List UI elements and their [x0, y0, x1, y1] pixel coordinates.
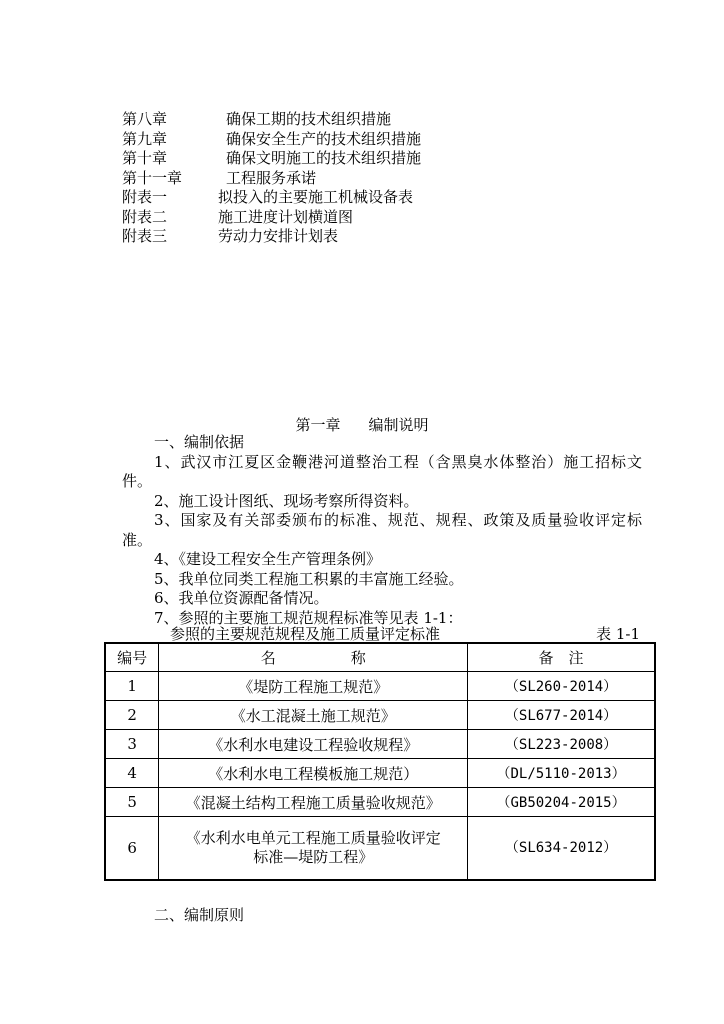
cell-no: 3 [105, 730, 159, 759]
basis-item: 1、武汉市江夏区金鞭港河道整治工程（含黑臭水体整治）施工招标文件。 [122, 452, 642, 490]
toc-title: 劳动力安排计划表 [218, 227, 339, 245]
toc-title: 工程服务承诺 [226, 168, 317, 187]
toc-title: 拟投入的主要施工机械设备表 [218, 188, 414, 206]
section-heading-principles: 二、编制原则 [154, 906, 245, 924]
chapter-number: 第一章 [295, 416, 341, 434]
chapter-name: 编制说明 [368, 416, 429, 434]
cell-no: 2 [105, 701, 159, 730]
toc-label: 第十一章 [122, 168, 183, 187]
basis-item: 7、参照的主要施工规范规程标准等见表 1-1： [154, 608, 463, 627]
header-name: 名 称 [159, 643, 468, 672]
toc-label: 第九章 [122, 129, 168, 148]
toc-item [122, 227, 339, 247]
cell-name: 《水利水电建设工程验收规程》 [159, 730, 468, 759]
table-row [105, 672, 655, 701]
cell-remark: （SL223-2008） [468, 730, 655, 759]
cell-remark: （SL260-2014） [468, 672, 655, 701]
toc-item [122, 110, 392, 130]
toc-label: 附表一 [122, 188, 168, 206]
table-row [105, 817, 655, 881]
toc-label: 附表三 [122, 227, 168, 245]
cell-name: 《水工混凝土施工规范》 [159, 701, 468, 730]
cell-remark: （SL677-2014） [468, 701, 655, 730]
toc-title: 确保文明施工的技术组织措施 [226, 149, 422, 167]
standards-table [104, 642, 656, 881]
basis-item: 6、我单位资源配备情况。 [154, 589, 329, 607]
cell-no: 1 [105, 672, 159, 701]
toc-item [122, 168, 317, 189]
toc-label: 第十章 [122, 149, 168, 167]
toc-item [122, 149, 422, 169]
toc-list [122, 110, 422, 247]
cell-name: 《水利水电工程模板施工规范） [159, 759, 468, 788]
toc-title: 确保工期的技术组织措施 [226, 110, 392, 128]
header-remark: 备 注 [468, 643, 655, 672]
table-row [105, 759, 655, 788]
basis-item: 5、我单位同类工程施工积累的丰富施工经验。 [154, 569, 464, 588]
toc-label: 附表二 [122, 207, 168, 226]
basis-item: 2、施工设计图纸、现场考察所得资料。 [154, 491, 419, 510]
toc-title: 施工进度计划横道图 [218, 207, 354, 226]
toc-label: 第八章 [122, 110, 168, 128]
basis-item: 4、《建设工程安全生产管理条例》 [154, 550, 382, 568]
basis-item: 3、国家及有关部委颁布的标准、规范、规程、政策及质量验收评定标准。 [122, 511, 642, 549]
section-basis [122, 433, 642, 628]
table-caption [170, 623, 640, 644]
cell-remark: （SL634-2012） [468, 817, 655, 881]
table-caption-title: 参照的主要规范规程及施工质量评定标准 [170, 625, 441, 643]
table-row [105, 730, 655, 759]
toc-item [122, 207, 354, 228]
chapter-title [0, 414, 724, 435]
table-row [105, 701, 655, 730]
cell-no: 6 [105, 817, 159, 881]
toc-item [122, 188, 414, 208]
table-number: 表 1-1 [596, 625, 640, 643]
cell-name-line: 《水利水电单元工程施工质量验收评定 [185, 829, 441, 847]
cell-remark: （DL/5110-2013） [468, 759, 655, 788]
table-header-row [105, 643, 655, 672]
header-no: 编号 [105, 643, 159, 672]
cell-name: 《混凝土结构工程施工质量验收规范》 [159, 788, 468, 817]
table-row [105, 788, 655, 817]
toc-item [122, 129, 422, 150]
section-heading: 一、编制依据 [154, 433, 245, 451]
cell-no: 5 [105, 788, 159, 817]
cell-no: 4 [105, 759, 159, 788]
cell-name-line: 标准—堤防工程》 [253, 848, 374, 866]
toc-title: 确保安全生产的技术组织措施 [226, 129, 422, 148]
cell-name [159, 817, 468, 881]
cell-remark: （GB50204-2015） [468, 788, 655, 817]
cell-name: 《堤防工程施工规范》 [159, 672, 468, 701]
